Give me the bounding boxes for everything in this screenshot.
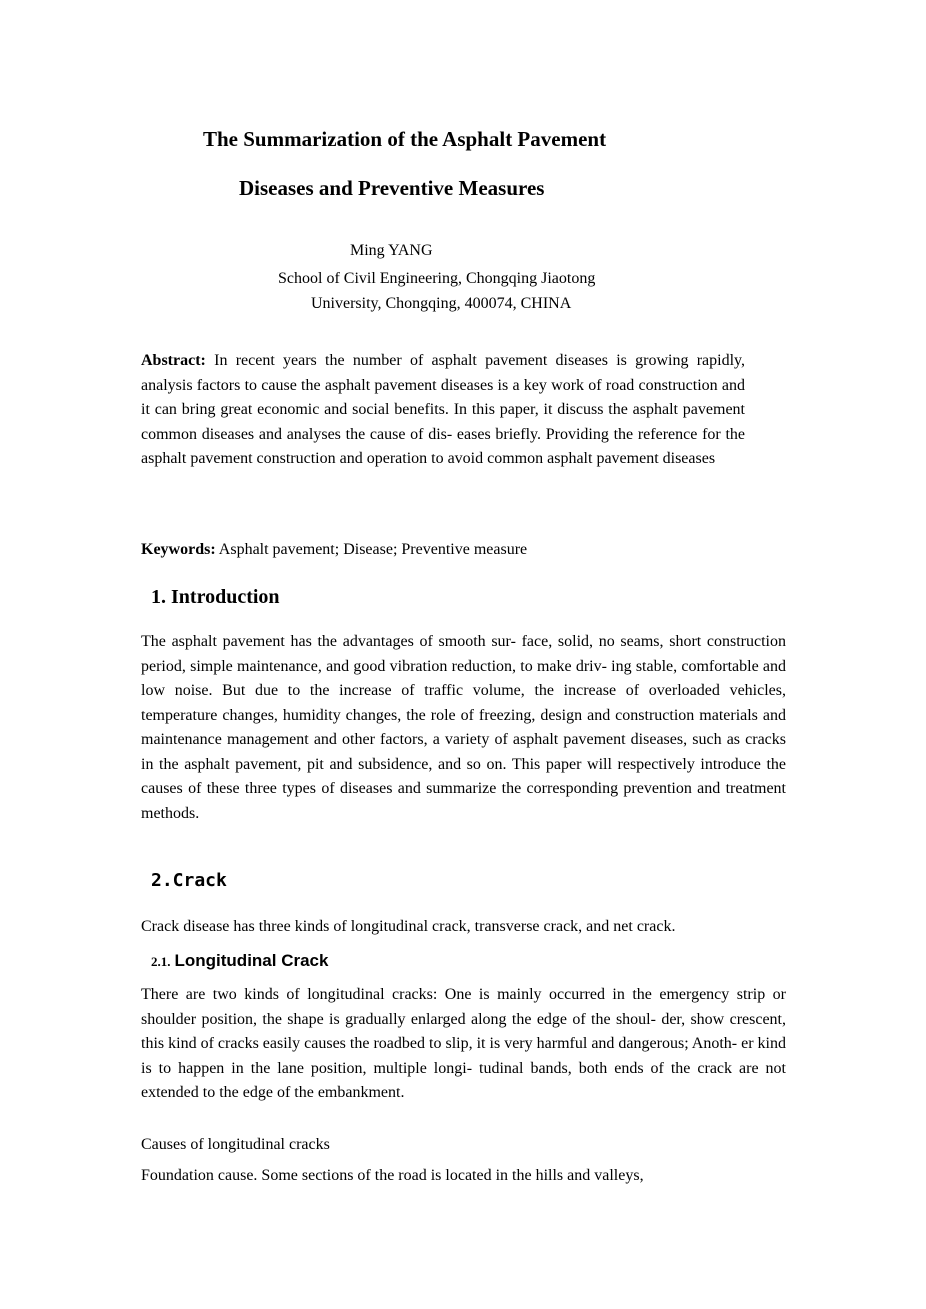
foundation-cause-paragraph: Foundation cause. Some sections of the road is located in the hills and valleys, <box>141 1167 644 1184</box>
affiliation-line-1: School of Civil Engineering, Chongqing Jiaotong <box>278 270 596 287</box>
abstract <box>141 349 745 472</box>
section-heading-crack: 2.Crack <box>151 870 227 891</box>
crack-paragraph: Crack disease has three kinds of longitudinal crack, transverse crack, and net crack. <box>141 918 676 935</box>
introduction-paragraph: The asphalt pavement has the advantages of smooth sur- face, solid, no seams, short construction period, simple maintenance, and good vibration reduction, to make driv- ing stable, comfortable and low noise. But due to the increase of traffic volume, the increase of overloaded vehicles, temperature changes, humidity changes, the role of freezing, design and construction materials and maintenance management and other factors, a variety of asphalt pavement diseases, such as cracks in the asphalt pavement, pit and subsidence, and so on. This paper will respectively introduce the causes of these three types of diseases and summarize the corresponding prevention and treatment methods. <box>141 633 786 822</box>
keywords-text: Asphalt pavement; Disease; Preventive measure <box>218 541 528 558</box>
paper-title-line-1: The Summarization of the Asphalt Pavement <box>203 127 607 151</box>
section-heading-introduction: 1. Introduction <box>151 586 280 608</box>
keywords <box>141 538 786 563</box>
paper-title-line-2: Diseases and Preventive Measures <box>239 176 545 200</box>
subsection-title: Longitudinal Crack <box>174 951 329 970</box>
subsection-heading-longitudinal-crack <box>151 952 328 970</box>
abstract-label: Abstract: <box>141 352 206 369</box>
author-name: Ming YANG <box>350 242 433 259</box>
affiliation-line-2: University, Chongqing, 400074, CHINA <box>311 295 572 312</box>
longitudinal-crack-paragraph: There are two kinds of longitudinal cracks: One is mainly occurred in the emergency strip or shoulder position, the shape is gradually enlarged along the edge of the shoul- der, show crescent, this kind of cracks easily causes the roadbed to slip, it is very harmful and dangerous; Anoth- er kind is to happen in the lane position, multiple longi- tudinal bands, both ends of the crack are not extended to the edge of the embankment. <box>141 986 786 1101</box>
causes-label: Causes of longitudinal cracks <box>141 1136 330 1153</box>
subsection-number: 2.1. <box>151 954 171 969</box>
abstract-text: In recent years the number of asphalt pavement diseases is growing rapidly, analysis factors to cause the asphalt pavement diseases is a key work of road construction and it can bring great economic and social benefits. In this paper, it discuss the asphalt pavement common diseases and analyses the cause of dis- eases briefly. Providing the reference for the asphalt pavement construction and operation to avoid common asphalt pavement diseases <box>141 352 746 467</box>
keywords-label: Keywords: <box>141 541 216 558</box>
